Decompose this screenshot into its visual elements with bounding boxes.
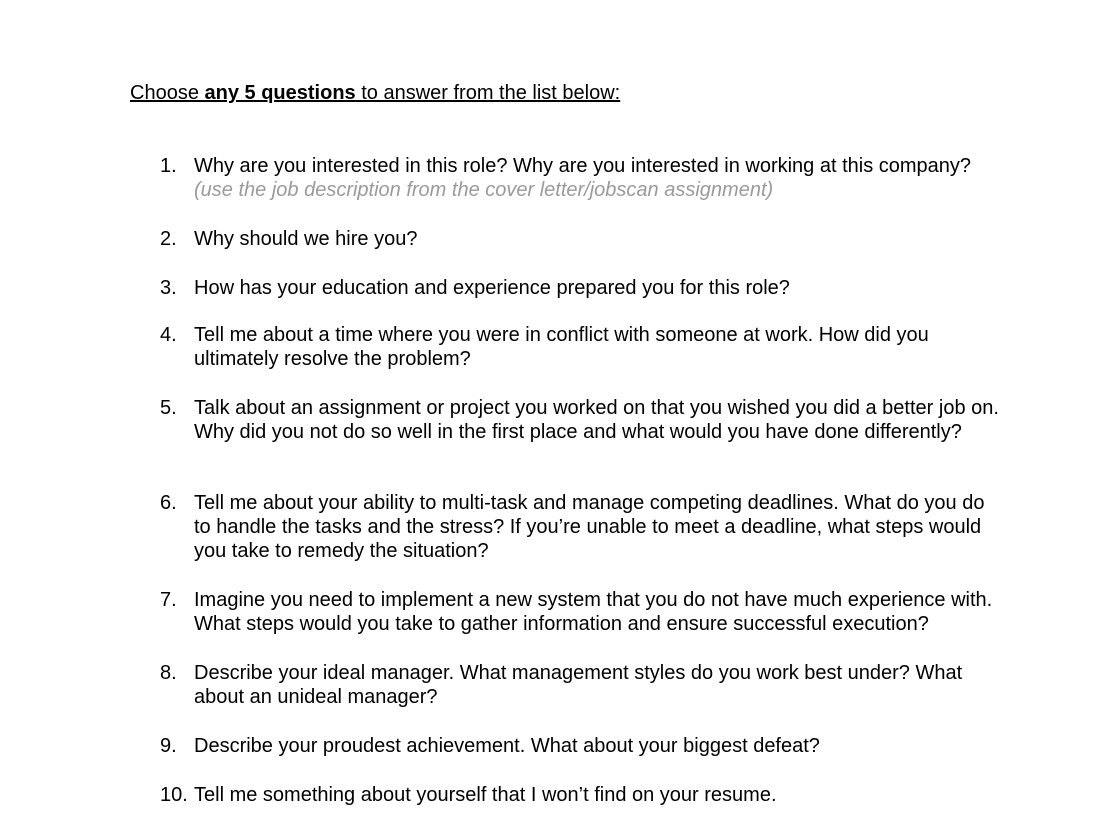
question-item — [160, 227, 1000, 251]
question-item — [160, 276, 1000, 300]
instructions-suffix: to answer from the list below: — [355, 82, 621, 104]
question-text: Why should we hire you? — [194, 228, 418, 250]
question-number: 8. — [160, 662, 177, 684]
question-text: Talk about an assignment or project you worked on that you wished you did a better job on. Why did you not do so well in the first place and what would you have done differently? — [194, 397, 999, 443]
question-item — [160, 154, 1000, 202]
instructions-prefix: Choose — [130, 82, 205, 104]
question-number: 9. — [160, 735, 177, 757]
question-text: Describe your ideal manager. What management styles do you work best under? What about an unideal manager? — [194, 662, 963, 708]
question-item — [160, 323, 1000, 371]
question-number: 5. — [160, 397, 177, 419]
question-item — [160, 783, 1000, 807]
question-number: 7. — [160, 589, 177, 611]
question-text: Tell me about a time where you were in conflict with someone at work. How did you ultimately resolve the problem? — [194, 324, 929, 370]
question-number: 4. — [160, 324, 177, 346]
question-item — [160, 588, 1000, 636]
question-number: 6. — [160, 492, 177, 514]
question-text: How has your education and experience prepared you for this role? — [194, 277, 790, 299]
instructions-emphasis: any 5 questions — [204, 82, 356, 104]
question-number: 3. — [160, 277, 177, 299]
question-note: (use the job description from the cover letter/jobscan assignment) — [194, 179, 774, 201]
question-number: 10. — [160, 784, 188, 806]
question-text: Tell me something about yourself that I won’t find on your resume. — [194, 784, 777, 806]
question-text: Imagine you need to implement a new system that you do not have much experience with. What steps would you take to gather information and ensure successful execution? — [194, 589, 993, 635]
question-number: 2. — [160, 228, 177, 250]
question-item — [160, 491, 1000, 563]
question-number: 1. — [160, 155, 177, 177]
question-text: Tell me about your ability to multi-task and manage competing deadlines. What do you do to handle the tasks and the stress? If you’re unable to meet a deadline, what steps would you take to remedy the situation? — [194, 492, 985, 562]
question-item — [160, 396, 1000, 444]
question-text: Describe your proudest achievement. What about your biggest defeat? — [194, 735, 820, 757]
question-item — [160, 734, 1000, 758]
question-item — [160, 661, 1000, 709]
instructions-heading — [130, 80, 620, 106]
question-text: Why are you interested in this role? Why are you interested in working at this company? — [194, 155, 972, 177]
